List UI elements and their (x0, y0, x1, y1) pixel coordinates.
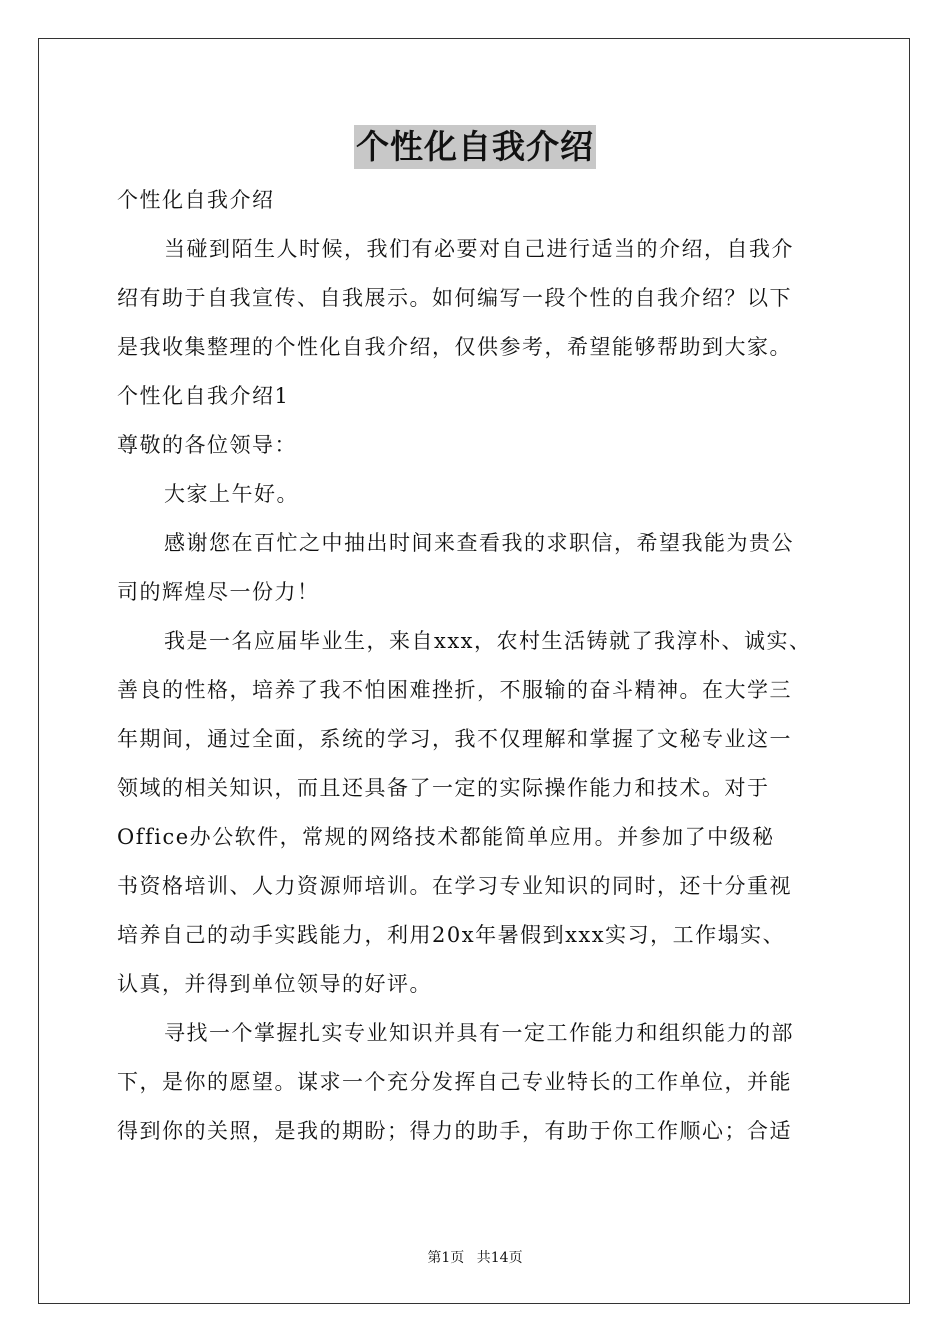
page-number: 第1页 (427, 1250, 465, 1266)
paragraph-line: 司的辉煌尽一份力！ (117, 580, 320, 604)
paragraph-line: 年期间，通过全面，系统的学习，我不仅理解和掌握了文秘专业这一 (117, 727, 792, 751)
section-heading: 个性化自我介绍1 (117, 384, 290, 408)
document-body (117, 176, 837, 1156)
paragraph-line: 感谢您在百忙之中抽出时间来查看我的求职信，希望我能为贵公 (164, 531, 794, 555)
section-heading: 个性化自我介绍 (117, 188, 275, 212)
page-total: 共14页 (476, 1250, 523, 1266)
title-container (0, 125, 950, 169)
paragraph-line: 书资格培训、人力资源师培训。在学习专业知识的同时，还十分重视 (117, 874, 792, 898)
greeting: 大家上午好。 (164, 482, 299, 506)
salutation: 尊敬的各位领导： (117, 433, 297, 457)
paragraph-line: 善良的性格，培养了我不怕困难挫折，不服输的奋斗精神。在大学三 (117, 678, 792, 702)
paragraph-line: 培养自己的动手实践能力，利用20x年暑假到xxx实习，工作塌实、 (117, 923, 786, 947)
document-title: 个性化自我介绍 (354, 125, 596, 169)
paragraph-line: 当碰到陌生人时候，我们有必要对自己进行适当的介绍，自我介 (164, 237, 794, 261)
page-footer (0, 1247, 950, 1267)
paragraph-line: 寻找一个掌握扎实专业知识并具有一定工作能力和组织能力的部 (164, 1021, 794, 1045)
paragraph-line: 领域的相关知识，而且还具备了一定的实际操作能力和技术。对于 (117, 776, 770, 800)
paragraph-line: 我是一名应届毕业生，来自xxx，农村生活铸就了我淳朴、诚实、 (164, 629, 812, 653)
paragraph-line: Office办公软件，常规的网络技术都能简单应用。并参加了中级秘 (117, 825, 775, 849)
paragraph-line: 得到你的关照，是我的期盼；得力的助手，有助于你工作顺心；合适 (117, 1119, 792, 1143)
paragraph-line: 绍有助于自我宣传、自我展示。如何编写一段个性的自我介绍？以下 (117, 286, 792, 310)
paragraph-line: 下，是你的愿望。谋求一个充分发挥自己专业特长的工作单位，并能 (117, 1070, 792, 1094)
paragraph-line: 是我收集整理的个性化自我介绍，仅供参考，希望能够帮助到大家。 (117, 335, 792, 359)
paragraph-line: 认真，并得到单位领导的好评。 (117, 972, 432, 996)
